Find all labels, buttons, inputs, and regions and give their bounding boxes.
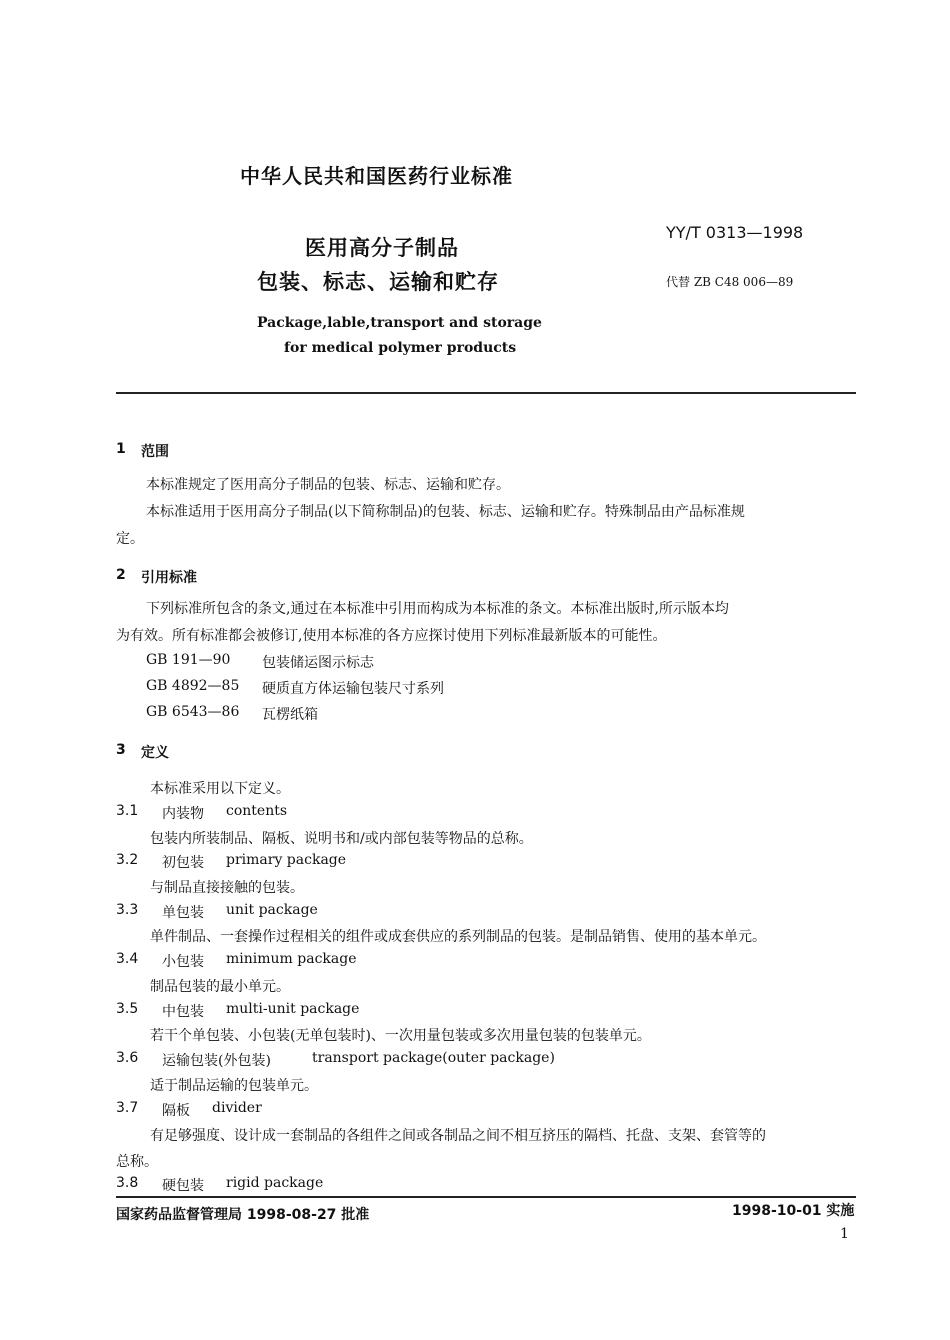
section-1-paragraph-1: 本标准规定了医用高分子制品的包装、标志、运输和贮存。	[146, 477, 510, 493]
implementation-date: 1998-10-01 实施	[732, 1203, 855, 1219]
definition-term-en: minimum package	[226, 951, 357, 967]
definition-term-en: primary package	[226, 852, 347, 868]
definition-term: 隔板	[162, 1103, 190, 1119]
replaces-standard: 代替 ZB C48 006—89	[666, 275, 794, 289]
definition-description: 若干个单包装、小包装(无单包装时)、一次用量包装或多次用量包装的包装单元。	[150, 1028, 651, 1044]
bottom-divider	[116, 1196, 856, 1198]
definition-description: 有足够强度、设计成一套制品的各组件之间或各制品之间不相互挤压的隔档、托盘、支架、套管等的	[150, 1128, 766, 1144]
section-1-paragraph-2: 本标准适用于医用高分子制品(以下简称制品)的包装、标志、运输和贮存。特殊制品由产品标准规	[146, 504, 745, 520]
section-1-paragraph-2-cont: 定。	[116, 531, 144, 547]
definition-term: 运输包装(外包装)	[162, 1053, 271, 1069]
section-1-number: 1	[116, 441, 126, 457]
title-en-line2: for medical polymer products	[284, 340, 517, 356]
definition-term-en: unit package	[226, 902, 318, 918]
section-3-number: 3	[116, 742, 126, 758]
definition-number: 3.7	[116, 1100, 139, 1116]
definition-term-en: transport package(outer package)	[312, 1050, 555, 1066]
section-2-paragraph: 下列标准所包含的条文,通过在本标准中引用而构成为本标准的条文。本标准出版时,所示版本均	[146, 601, 729, 617]
issuing-standard-title: 中华人民共和国医药行业标准	[240, 164, 513, 188]
definition-term-en: divider	[212, 1100, 262, 1116]
definition-term: 单包装	[162, 905, 204, 921]
definition-number: 3.5	[116, 1001, 139, 1017]
definition-term: 内装物	[162, 806, 204, 822]
definition-term: 硬包装	[162, 1178, 204, 1194]
definition-description: 与制品直接接触的包装。	[150, 880, 304, 896]
section-1-title: 范围	[141, 444, 169, 460]
section-3-title: 定义	[141, 745, 169, 761]
section-2-title: 引用标准	[141, 570, 197, 586]
title-en-line1: Package,lable,transport and storage	[257, 315, 542, 331]
ref-name: 包装储运图示标志	[262, 655, 374, 671]
definition-number: 3.1	[116, 803, 139, 819]
definition-number: 3.2	[116, 852, 139, 868]
definition-description: 适于制品运输的包装单元。	[150, 1078, 318, 1094]
definition-description: 制品包装的最小单元。	[150, 979, 290, 995]
definition-number: 3.6	[116, 1050, 139, 1066]
section-3-intro: 本标准采用以下定义。	[150, 781, 290, 797]
definition-number: 3.8	[116, 1175, 139, 1191]
definition-description: 包装内所装制品、隔板、说明书和/或内部包装等物品的总称。	[150, 831, 533, 847]
page-number: 1	[840, 1226, 849, 1242]
definition-description-cont: 总称。	[116, 1154, 158, 1170]
standard-number: YY/T 0313—1998	[666, 223, 804, 242]
definition-term: 小包装	[162, 954, 204, 970]
definition-term-en: multi-unit package	[226, 1001, 360, 1017]
top-divider	[116, 392, 856, 394]
ref-name: 硬质直方体运输包装尺寸系列	[262, 681, 444, 697]
section-2-paragraph-cont: 为有效。所有标准都会被修订,使用本标准的各方应探讨使用下列标准最新版本的可能性。	[116, 628, 667, 644]
section-2-number: 2	[116, 567, 126, 583]
definition-number: 3.3	[116, 902, 139, 918]
definition-term-en: rigid package	[226, 1175, 324, 1191]
ref-code: GB 4892—85	[146, 678, 240, 694]
ref-code: GB 6543—86	[146, 704, 240, 720]
definition-term-en: contents	[226, 803, 288, 819]
ref-code: GB 191—90	[146, 652, 231, 668]
approval-line: 国家药品监督管理局 1998-08-27 批准	[116, 1207, 370, 1223]
definition-number: 3.4	[116, 951, 139, 967]
definition-term: 初包装	[162, 855, 204, 871]
title-cn-line1: 医用高分子制品	[305, 236, 459, 260]
definition-term: 中包装	[162, 1004, 204, 1020]
definition-description: 单件制品、一套操作过程相关的组件或成套供应的系列制品的包装。是制品销售、使用的基本单元。	[150, 929, 766, 945]
title-cn-line2: 包装、标志、运输和贮存	[257, 270, 499, 294]
ref-name: 瓦楞纸箱	[262, 707, 318, 723]
